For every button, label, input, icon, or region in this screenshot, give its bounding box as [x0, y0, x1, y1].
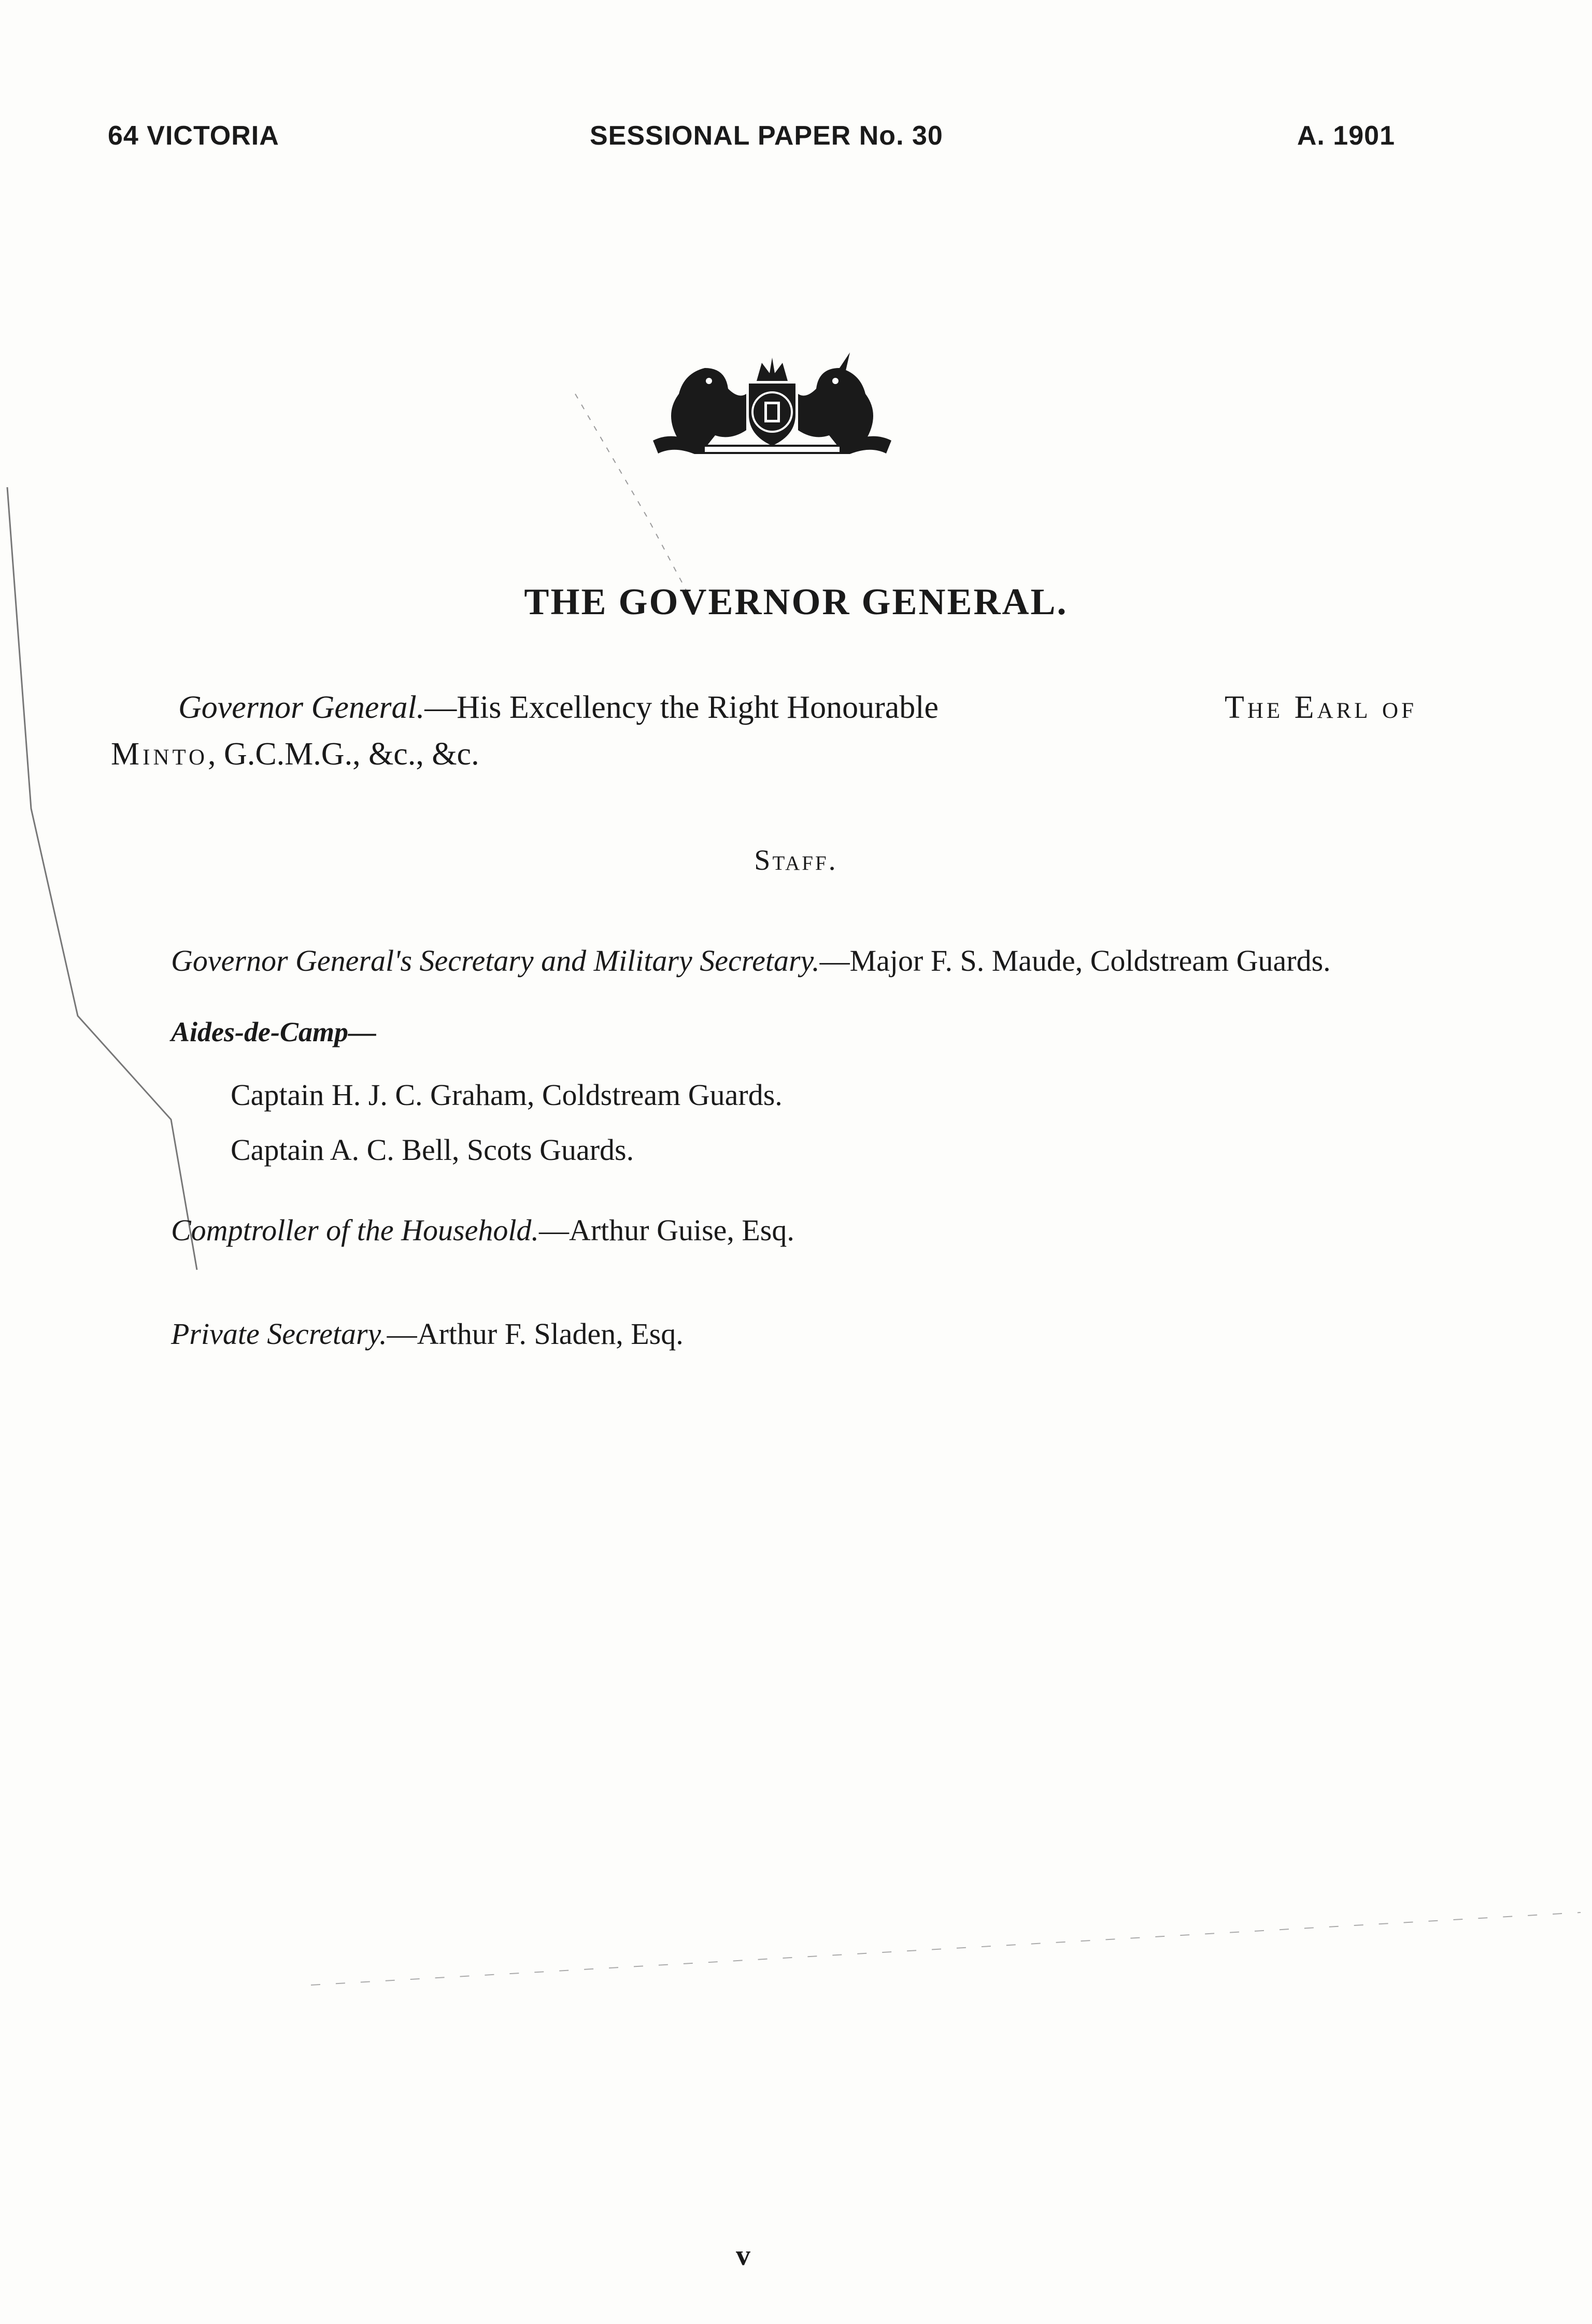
secretary-entry	[171, 943, 1331, 978]
governor-general-line-2	[111, 731, 1417, 777]
royal-coat-of-arms-icon	[643, 352, 902, 456]
governor-general-line-1	[111, 684, 1417, 731]
header-right: A. 1901	[1297, 121, 1395, 151]
page-title: THE GOVERNOR GENERAL.	[524, 581, 1068, 622]
comptroller-entry	[171, 1213, 794, 1248]
aides-label: Aides-de-Camp—	[171, 1016, 376, 1047]
comptroller-label: Comptroller of the Household.	[171, 1213, 539, 1247]
header-left: 64 VICTORIA	[108, 121, 279, 151]
secretary-label: Governor General's Secretary and Military Secretary.	[171, 944, 820, 977]
minto-name: Minto	[111, 736, 208, 772]
governor-general-text: —His Excellency the Right Honourable	[424, 690, 939, 725]
private-secretary-text: —Arthur F. Sladen, Esq.	[387, 1317, 684, 1351]
secretary-text: —Major F. S. Maude, Coldstream Guards.	[819, 944, 1331, 977]
governor-general-entry	[111, 684, 1417, 777]
staff-heading: Staff.	[754, 844, 838, 876]
header-center: SESSIONAL PAPER No. 30	[590, 121, 943, 151]
governor-general-label-wrap	[178, 684, 939, 731]
page-folio: v	[736, 2240, 750, 2272]
honours-text: , G.C.M.G., &c., &c.	[208, 736, 479, 772]
private-secretary-label: Private Secretary.	[171, 1317, 387, 1351]
earl-title: The Earl of	[1224, 690, 1417, 725]
aides-list	[231, 1068, 783, 1178]
running-header	[0, 120, 1592, 157]
private-secretary-entry	[171, 1316, 684, 1351]
aide-item: Captain H. J. C. Graham, Coldstream Guards.	[231, 1078, 783, 1112]
aide-item: Captain A. C. Bell, Scots Guards.	[231, 1133, 634, 1167]
governor-general-label: Governor General.	[178, 690, 425, 725]
comptroller-text: —Arthur Guise, Esq.	[538, 1213, 794, 1247]
